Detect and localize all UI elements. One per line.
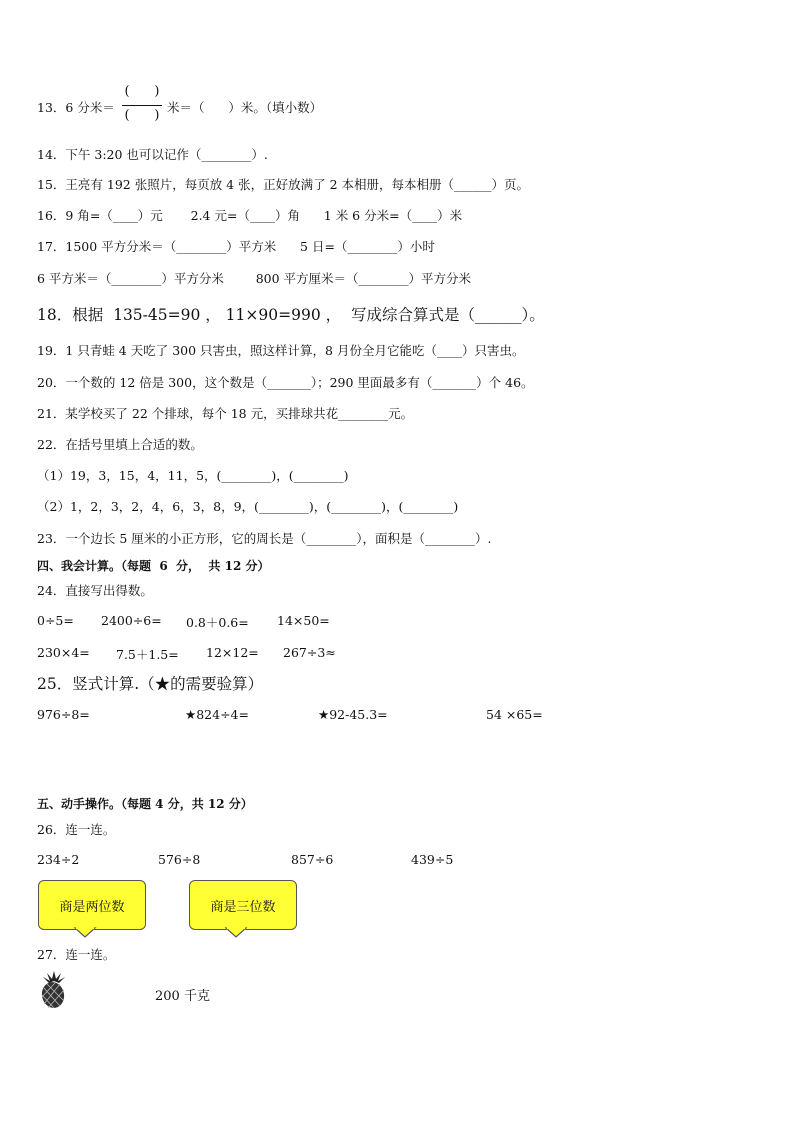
question-27: 27．连一连。 xyxy=(37,947,116,962)
calc-item: 267÷3≈ xyxy=(283,645,336,660)
match-expression: 234÷2 xyxy=(37,852,80,867)
question-25: 25．竖式计算.（★的需要验算） xyxy=(37,675,264,693)
calc-item: 230×4= xyxy=(37,645,90,660)
fraction-bar xyxy=(122,105,162,106)
question-21: 21．某学校买了 22 个排球，每个 18 元，买排球共花________元。 xyxy=(37,406,414,421)
section-5-heading: 五、动手操作。（每题 4 分，共 12 分） xyxy=(37,797,253,811)
callout-tail xyxy=(226,928,246,938)
calc-item: 7.5＋1.5= xyxy=(116,647,179,662)
question-24: 24．直接写出得数。 xyxy=(37,583,153,598)
pineapple-icon xyxy=(38,970,70,1010)
match-expression: 576÷8 xyxy=(158,852,201,867)
callout-two-digit-quotient xyxy=(38,880,146,930)
question-17-line-1: 17．1500 平方分米＝（________）平方米 5 日=（________）小时 xyxy=(37,239,435,254)
match-weight-label: 200 千克 xyxy=(155,989,210,1004)
fraction-numerator: ( ) xyxy=(124,84,160,99)
question-22: 22．在括号里填上合适的数。 xyxy=(37,437,203,452)
question-14: 14．下午 3:20 也可以记作（________）. xyxy=(37,147,268,162)
question-22-part-1: （1）19，3，15，4，11，5，(________)，(________) xyxy=(37,468,349,483)
calc-item: 14×50= xyxy=(277,613,330,628)
calc-item: 0.8＋0.6= xyxy=(186,615,249,630)
vertical-calc-item: 976÷8= xyxy=(37,707,90,722)
question-23: 23．一个边长 5 厘米的小正方形，它的周长是（________），面积是（________）. xyxy=(37,531,492,546)
question-19: 19．1 只青蛙 4 天吃了 300 只害虫，照这样计算，8 月份全月它能吃（____）只害虫。 xyxy=(37,343,525,358)
question-22-part-2: （2）1，2，3，2，4，6，3，8，9，(________)，(________)，(________) xyxy=(37,499,459,514)
question-18: 18．根据 135-45=90 ， 11×90=990 ， 写成综合算式是（______）。 xyxy=(37,306,545,324)
question-26: 26．连一连。 xyxy=(37,822,116,837)
question-17-line-2: 6 平方米＝（________）平方分米 800 平方厘米＝（________）平方分米 xyxy=(37,271,472,286)
question-13-prefix: 13．6 分米＝ xyxy=(37,100,115,115)
calc-item: 2400÷6= xyxy=(101,613,162,628)
match-expression: 439÷5 xyxy=(411,852,454,867)
callout-label: 商是三位数 xyxy=(210,899,276,915)
fraction xyxy=(119,84,165,130)
callout-tail xyxy=(75,928,95,938)
calc-item: 0÷5= xyxy=(37,613,74,628)
question-15: 15．王亮有 192 张照片，每页放 4 张，正好放满了 2 本相册，每本相册（______）页。 xyxy=(37,177,530,192)
question-20: 20．一个数的 12 倍是 300，这个数是（_______）；290 里面最多有（_______）个 46。 xyxy=(37,375,534,390)
vertical-calc-item: ★824÷4= xyxy=(185,707,249,722)
section-4-heading: 四、我会计算。（每题 6 分， 共 12 分） xyxy=(37,559,270,573)
callout-three-digit-quotient xyxy=(189,880,297,930)
match-expression: 857÷6 xyxy=(291,852,334,867)
question-16: 16．9 角=（____）元 2.4 元=（____）角 1 米 6 分米=（____）米 xyxy=(37,208,463,223)
vertical-calc-item: ★92-45.3= xyxy=(318,707,388,722)
fraction-denominator: ( ) xyxy=(124,108,160,123)
callout-label: 商是两位数 xyxy=(59,899,125,915)
vertical-calc-item: 54 ×65= xyxy=(486,707,543,722)
calc-item: 12×12= xyxy=(206,645,259,660)
question-13-suffix: 米＝（ ）米。（填小数） xyxy=(167,100,323,115)
